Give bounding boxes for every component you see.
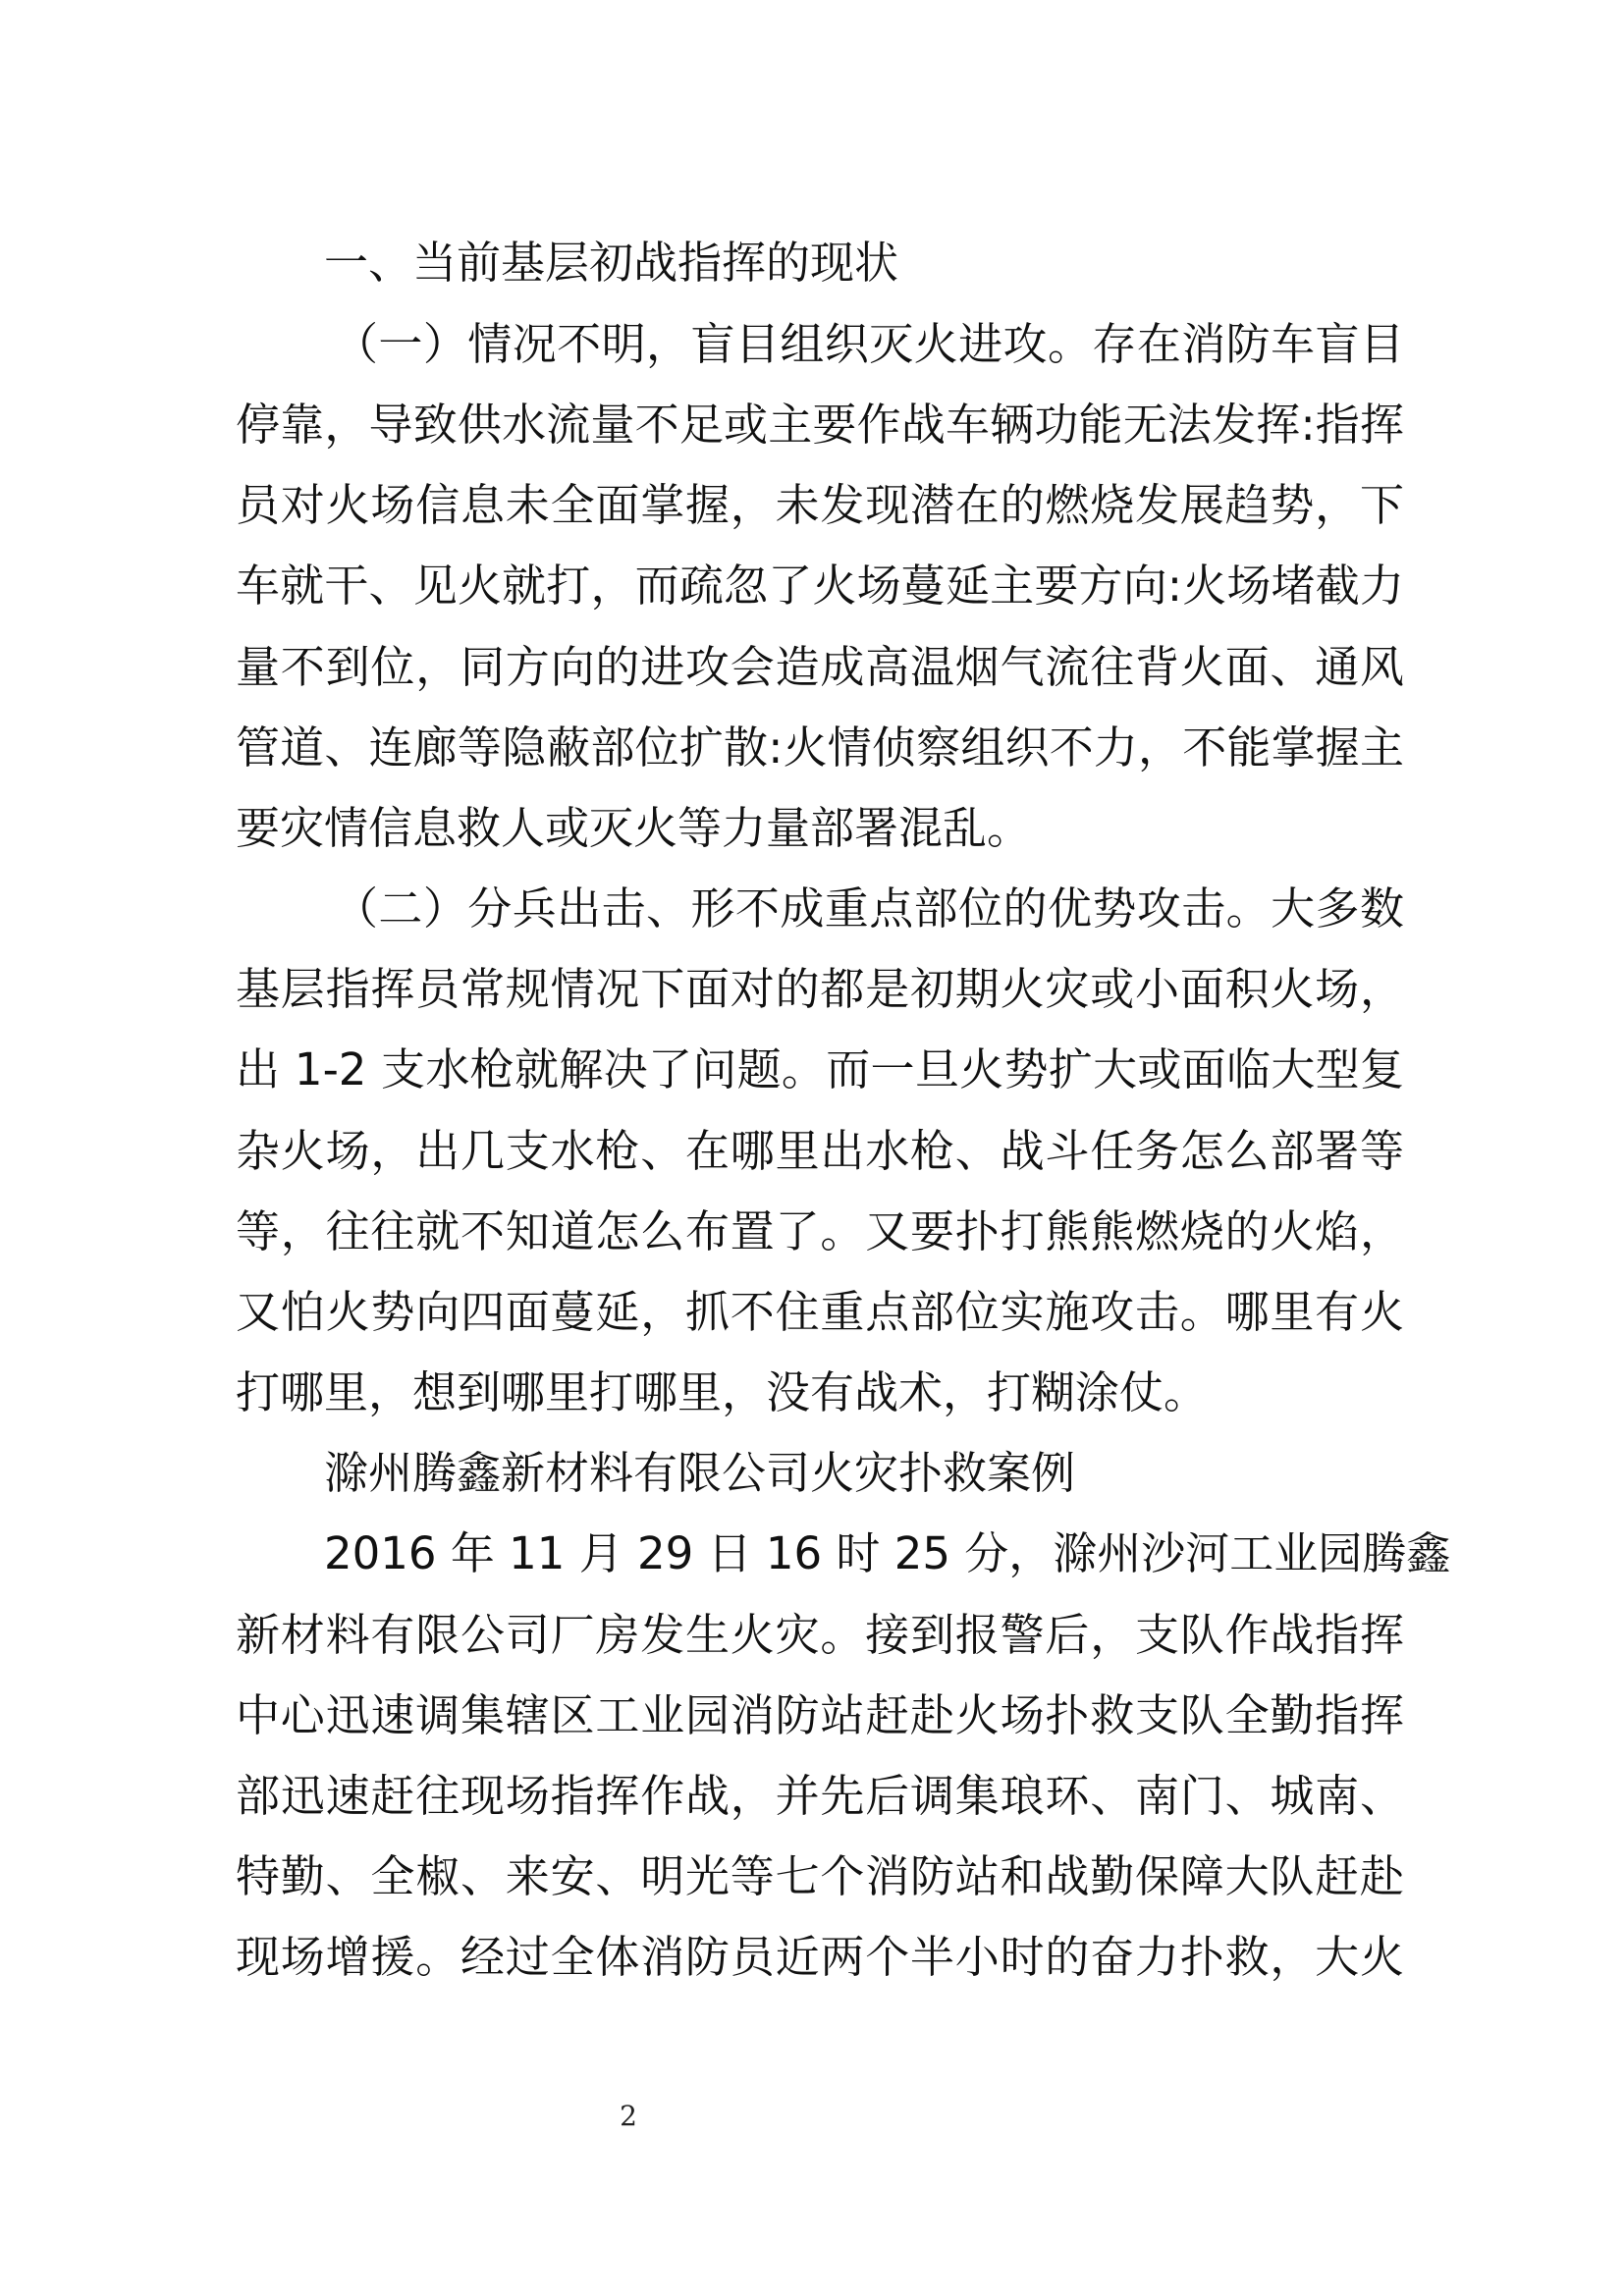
text-line: 停靠，导致供水流量不足或主要作战车辆功能无法发挥:指挥 [236,399,1404,451]
text-line: 新材料有限公司厂房发生火灾。接到报警后，支队作战指挥 [236,1609,1404,1661]
text-line: （一）情况不明，盲目组织灭火进攻。存在消防车盲目 [334,318,1404,370]
page-number: 2 [620,2100,637,2132]
text-line: 又怕火势向四面蔓延，抓不住重点部位实施攻击。哪里有火 [236,1286,1404,1338]
text-line: 管道、连廊等隐蔽部位扩散:火情侦察组织不力，不能掌握主 [236,721,1404,774]
case-title: 滁州腾鑫新材料有限公司火灾扑救案例 [324,1447,1076,1499]
text-line: （二）分兵出击、形不成重点部位的优势攻击。大多数 [334,882,1404,934]
text-line: 基层指挥员常规情况下面对的都是初期火灾或小面积火场， [236,963,1404,1015]
text-line: 2016 年 11 月 29 日 16 时 25 分，滁州沙河工业园腾鑫 [324,1527,1451,1579]
text-line: 中心迅速调集辖区工业园消防站赶赴火场扑救支队全勤指挥 [236,1689,1404,1741]
text-line: 量不到位，同方向的进攻会造成高温烟气流往背火面、通风 [236,641,1404,693]
text-line: 出 1-2 支水枪就解决了问题。而一旦火势扩大或面临大型复 [236,1043,1404,1095]
text-line: 等，往往就不知道怎么布置了。又要扑打熊熊燃烧的火焰， [236,1205,1404,1257]
text-line: 要灾情信息救人或灭火等力量部署混乱。 [236,802,1032,854]
text-line: 杂火场，出几支水枪、在哪里出水枪、战斗任务怎么部署等 [236,1125,1404,1177]
text-line: 员对火场信息未全面掌握，未发现潜在的燃烧发展趋势，下 [236,479,1404,531]
text-line: 车就干、见火就打，而疏忽了火场蔓延主要方向:火场堵截力 [236,560,1404,612]
section-heading: 一、当前基层初战指挥的现状 [324,237,899,289]
text-line: 部迅速赶往现场指挥作战，并先后调集琅环、南门、城南、 [236,1770,1404,1822]
text-line: 现场增援。经过全体消防员近两个半小时的奋力扑救，大火 [236,1931,1404,1983]
text-line: 打哪里，想到哪里打哪里，没有战术，打糊涂仗。 [236,1366,1209,1418]
text-line: 特勤、全椒、来安、明光等七个消防站和战勤保障大队赶赴 [236,1850,1404,1902]
